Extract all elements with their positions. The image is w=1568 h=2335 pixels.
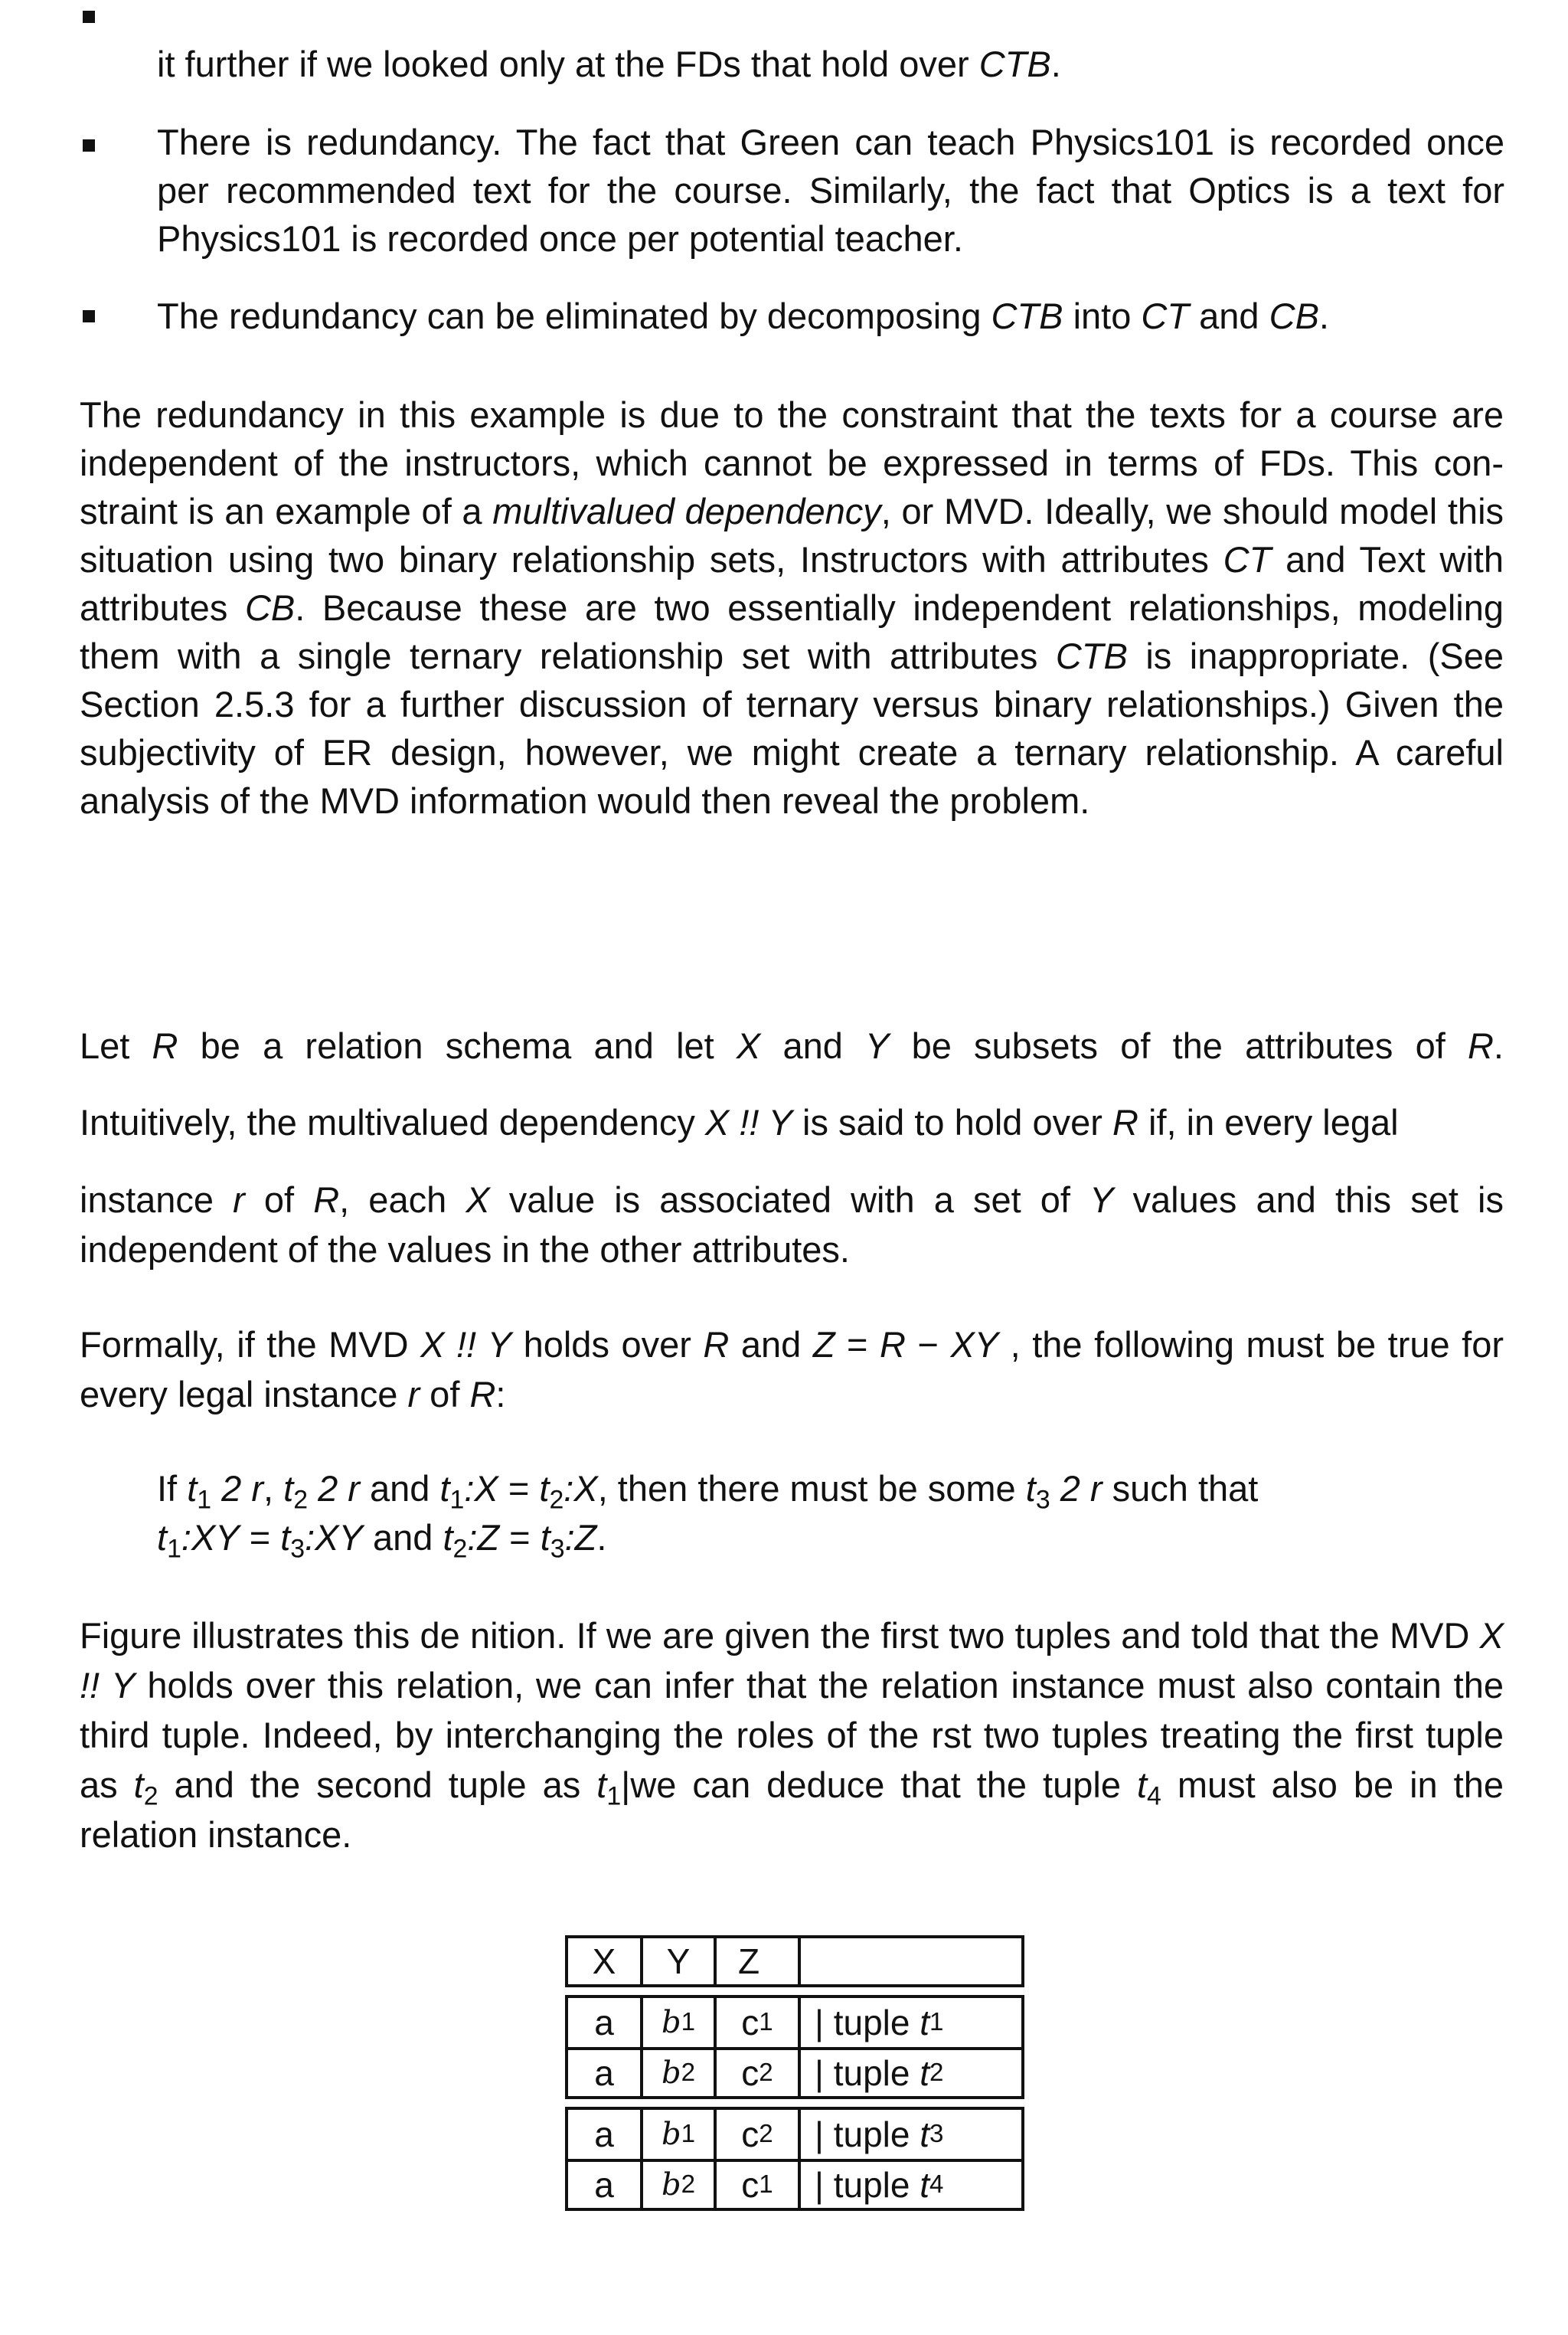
text-run: Figure illustrates this de nition. If we are given the first two tuples and told that the MVD [80,1615,1480,1656]
instance-paragraph [80,1175,1504,1274]
tuple-label: | tuple [815,2165,920,2205]
italic-text: :Z [564,1517,597,1558]
italic-text: R [152,1025,178,1066]
bullet-item-3 [157,292,1504,340]
text-run: holds over [511,1324,704,1365]
subscript: 2 [293,1485,309,1515]
italic-text: CTB [991,296,1063,336]
bullet-marker [83,139,95,152]
tuple-label: | tuple [815,2053,920,2093]
bullet-marker [83,11,95,23]
cell-y: b 1 [643,1998,717,2047]
italic-text: t [280,1517,291,1558]
italic-text: t [539,1468,550,1509]
table-header-blank [801,1938,1021,1984]
text-run: such that [1102,1468,1259,1509]
text-run: Formally, if the MVD [80,1324,421,1365]
tuple-label: | tuple [815,2114,920,2154]
table-row-group [565,1995,1024,2099]
cell-z: c 2 [717,2050,801,2096]
table-row-group [565,2107,1024,2211]
cell-z: c 1 [717,2162,801,2208]
mvd-condition [157,1464,1504,1562]
condition-line-1 [157,1464,1504,1513]
text-run: = [498,1468,540,1509]
text-run: = [499,1517,541,1558]
italic-text: R [313,1179,340,1220]
text-run: instance [80,1179,234,1220]
table-body [565,1995,1024,2211]
subscript: 3 [1035,1485,1050,1515]
cell-value: c [741,2165,760,2205]
italic-text: :XY [305,1517,363,1558]
redundancy-paragraph [80,391,1504,825]
italic-text: X !! Y [704,1102,792,1143]
tuple-name: t [920,2114,930,2154]
cell-value: b [661,2005,681,2040]
text-run: , [263,1468,284,1509]
text-run: into [1063,296,1142,336]
text-run: holds over this relation, we can infer that the relation instance must also contain the third tuple. Indeed, by interchanging the roles of the rst two tuples treating the first tuple as [80,1665,1504,1805]
cell-tuple-label: | tuple t 1 [815,2003,944,2042]
text-run: is inappropriate. (See Section 2.5.3 for a further discussion of ternary versus binary relationships.) Given the subjectivity of ER design, however, we might create a ternary relationship. A careful analysis of the MVD information would then reveal the problem. [80,636,1504,821]
italic-text: t [540,1517,550,1558]
bullet-item-2 [157,118,1504,263]
cell-value: c [741,2003,760,2042]
italic-text: R [880,1324,906,1365]
italic-text: R [1467,1025,1494,1066]
italic-text: Y [1089,1179,1114,1220]
text-run: , or MVD. Ideally, we should model this situation using two binary relationship sets, Instructors with attributes [80,491,1504,580]
cell-tuple-label: | tuple t 3 [815,2114,944,2154]
italic-text: t [157,1517,168,1558]
italic-text: CTB [978,44,1051,84]
text-run: be subsets of the attributes of [889,1025,1468,1066]
italic-text: :Z [467,1517,500,1558]
italic-text: X !! Y [80,1615,1504,1705]
cell-z: c 1 [717,1998,801,2047]
italic-text: r [233,1179,245,1220]
text-run: Intuitively, the multivalued dependency [80,1102,705,1143]
italic-text: 2 r [1050,1468,1102,1509]
table-header-row [565,1935,1024,1987]
table-header-z: Z [717,1938,801,1984]
cell-x: a [568,2110,643,2159]
text-run: |we can deduce that the tuple [621,1764,1137,1805]
bullet-marker [83,310,95,322]
cell-value: b [661,2117,681,2152]
text-run: The redundancy can be eliminated by decomposing [157,296,991,336]
text-run: : [495,1374,506,1414]
subscript: 4 [1147,1781,1161,1811]
text-run: and the second tuple as [158,1764,597,1805]
text-run: . [1318,296,1329,336]
cell-value: b [661,2055,681,2091]
italic-text: t [596,1764,607,1805]
italic-text: multivalued dependency [492,491,881,531]
cell-tuple-label: | tuple t 4 [815,2165,944,2205]
formally-paragraph [80,1320,1504,1419]
cell-y: b 2 [643,2162,717,2208]
cell-x: a [568,2050,643,2096]
text-run: There is redundancy. The fact that Green can teach Physics101 is recorded once per recommended text for the course. Similarly, the fact that Optics is a text for Physics101 is recorded once per potential teacher. [157,122,1504,259]
text-run: and Text with attributes [80,539,1504,628]
tuple-name: t [920,2003,930,2042]
italic-text: t [439,1468,450,1509]
text-run: and [1189,296,1269,336]
cell-tuple-label: | tuple t 2 [815,2053,944,2093]
text-run: . [1493,1025,1504,1066]
italic-text: R [703,1324,730,1365]
text-run: , each [339,1179,466,1220]
bullet-item-1 [157,40,1504,88]
italic-text: t [1025,1468,1036,1509]
italic-text: 2 r [211,1468,263,1509]
subscript: 1 [167,1534,181,1564]
table-header-x: X [568,1938,643,1984]
italic-text: CT [1141,296,1190,336]
text-run: If [157,1468,188,1509]
text-run: = [835,1324,880,1365]
italic-text: R [1112,1102,1138,1143]
table-header-y: Y [643,1938,717,1984]
text-run: values and this set is independent of the values in the other attributes. [80,1179,1504,1270]
italic-text: :XY [181,1517,240,1558]
cell-y: b 2 [643,2050,717,2096]
italic-text: :X [464,1468,498,1509]
italic-text: CT [1223,539,1272,580]
text-run: . [596,1517,607,1558]
text-run: . [1050,44,1061,84]
text-run: , the following must be true for every legal instance [80,1324,1504,1414]
text-run: = [239,1517,281,1558]
italic-text: Y [865,1025,890,1066]
text-run: is said to hold over [792,1102,1112,1143]
text-run: Let [80,1025,152,1066]
tuple-name: t [920,2165,930,2205]
table-row [568,2047,1021,2096]
cell-x: a [568,2162,643,2208]
cell-z: c 2 [717,2110,801,2159]
italic-text: XY [950,1324,999,1365]
italic-text: X !! Y [420,1324,512,1365]
intuitively-paragraph [80,1098,1504,1146]
subscript: 2 [143,1781,158,1811]
text-run: − [905,1324,951,1365]
tuple-label: | tuple [815,2003,920,2042]
let-paragraph [80,1022,1504,1070]
text-run: and [729,1324,813,1365]
mvd-illustration-table [565,1935,1024,2211]
subscript: 3 [550,1534,565,1564]
text-run: and [359,1468,440,1509]
text-run: if, in every legal [1138,1102,1399,1143]
tuple-name: t [920,2053,930,2093]
figure-paragraph [80,1611,1504,1859]
text-run: The redundancy in this example is due to the constraint that the texts for a course are independent of the instructors, which cannot be expressed in terms of FDs. This con-straint is an example of a [80,394,1504,531]
table-row [568,2159,1021,2208]
text-run: value is associated with a set of [489,1179,1090,1220]
condition-line-2 [157,1513,1504,1562]
text-run: must also be in the relation instance. [80,1764,1504,1855]
subscript: 1 [197,1485,212,1515]
italic-text: t [443,1517,453,1558]
italic-text: CTB [1055,636,1128,676]
table-row [568,1998,1021,2047]
italic-text: R [469,1374,496,1414]
italic-text: 2 r [308,1468,360,1509]
table-row [568,2110,1021,2159]
text-run: be a relation schema and let [178,1025,737,1066]
cell-x: a [568,1998,643,2047]
italic-text: t [1136,1764,1148,1805]
italic-text: t [187,1468,198,1509]
italic-text: r [407,1374,420,1414]
italic-text: CB [1269,296,1319,336]
text-run: of [420,1374,470,1414]
italic-text: X [466,1179,490,1220]
subscript: 2 [452,1534,468,1564]
cell-value: b [661,2167,681,2203]
text-run: and [362,1517,443,1558]
text-run: it further if we looked only at the FDs that hold over [157,44,979,84]
italic-text: Z [812,1324,835,1365]
cell-value: c [741,2114,760,2154]
subscript: 3 [290,1534,305,1564]
text-run: , then there must be some [597,1468,1026,1509]
cell-y: b 1 [643,2110,717,2159]
italic-text: t [133,1764,144,1805]
italic-text: CB [244,587,296,628]
text-run: and [760,1025,866,1066]
italic-text: X [736,1025,761,1066]
subscript: 2 [549,1485,564,1515]
text-run: of [244,1179,314,1220]
italic-text: :X [564,1468,598,1509]
subscript: 1 [606,1781,622,1811]
cell-value: c [741,2053,760,2093]
text-run: . Because these are two essentially independent relationships, modeling them with a single ternary relationship set with attributes [80,587,1504,676]
subscript: 1 [449,1485,465,1515]
italic-text: t [283,1468,294,1509]
